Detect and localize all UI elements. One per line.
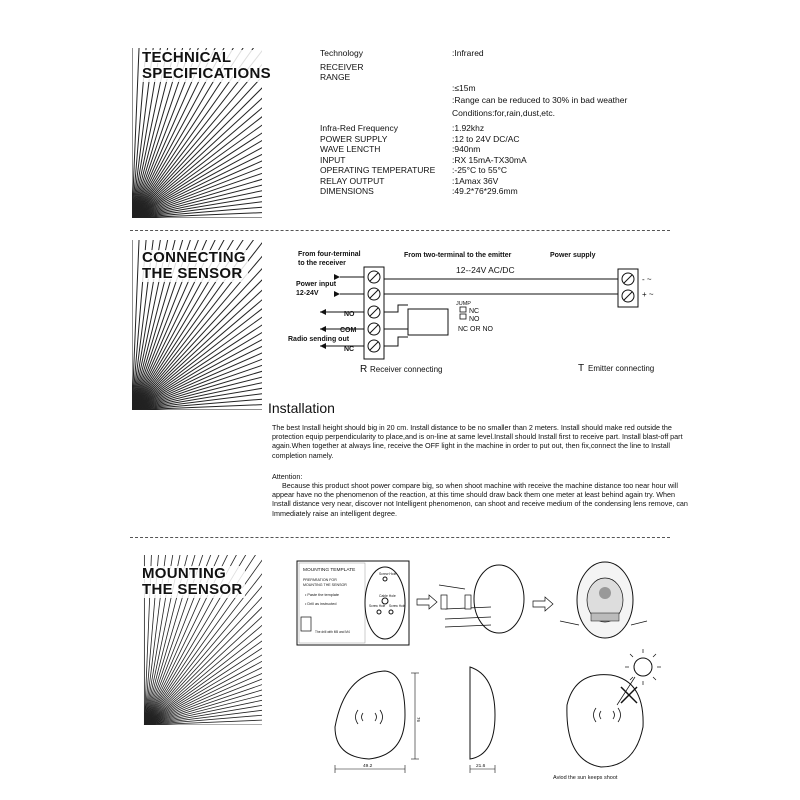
dim-depth: 21.6 <box>476 764 486 769</box>
installation-text: The best Install height should big in 20 cm. Install distance to be no smaller than 2 meters. Install should make red outside the protection equip perpendicularity to place,and is on-line at same level.Install should Install first to receive part. Install blast-off part again.When together at always line, receive the OFF light in the machine in order to put out, then fix,connect the line to Install completion namely. <box>272 423 683 460</box>
title-line-2: THE SENSOR <box>142 581 243 598</box>
template-bullet-2: • Drill as instructed <box>305 602 337 606</box>
spec-row: POWER SUPPLY :12 to 24V DC/AC <box>320 133 520 144</box>
title-line-2: THE SENSOR <box>140 266 248 282</box>
spec-row: WAVE LENCTH :940nm <box>320 144 481 154</box>
spec-row: RECEIVER <box>320 61 364 72</box>
label-power-input: Power input <box>296 281 337 288</box>
mounting-title <box>140 566 245 598</box>
label-voltage: 12--24V AC/DC <box>456 265 515 275</box>
label-nc-or-no: NC OR NO <box>458 326 493 333</box>
template-title: MOUNTING TEMPLATE <box>303 568 356 573</box>
label-radio: Radio sending out <box>288 336 350 343</box>
label-12-24v: 12-24V <box>296 290 319 297</box>
wiring-diagram <box>280 245 680 380</box>
title-line-1: CONNECTING <box>142 249 246 266</box>
label-tilde-minus: - ~ <box>642 275 652 284</box>
spec-row: Technology :Infrared <box>320 48 484 58</box>
title-line-2: SPECIFICATIONS <box>142 65 271 82</box>
connecting-title <box>140 250 248 282</box>
spec-table <box>320 48 627 197</box>
template-bullet-1: • Paste the template <box>305 593 340 597</box>
spec-row: RANGE <box>320 72 351 82</box>
avoid-sun-caption: Aviod the sun keeps shoot <box>553 775 618 781</box>
label-from-two: From two-terminal to the emitter <box>404 252 512 259</box>
label-power-supply: Power supply <box>550 252 596 259</box>
title-line-1: MOUNTING <box>140 566 245 582</box>
label-jump: JUMP <box>456 301 471 307</box>
spec-row: Conditions:for,rain,dust,etc. <box>452 107 556 118</box>
spec-row: DIMENSIONS :49.2*76*29.6mm <box>320 186 518 196</box>
label-jump-no: NO <box>469 316 480 323</box>
label-tilde-plus: + ~ <box>642 290 654 299</box>
label-cable-hole: Cable Hole <box>379 594 396 598</box>
spec-row: RELAY OUTPUT :1Amax 36V <box>320 175 499 186</box>
divider <box>130 537 670 538</box>
label-screw-hole-right: Screw Hole <box>389 604 406 608</box>
label-com: COM <box>340 327 357 334</box>
spec-row: Infra-Red Frequency :1.92khz <box>320 123 485 133</box>
label-t: T <box>578 363 585 374</box>
label-receiver-connecting: Receiver connecting <box>370 365 443 374</box>
divider <box>130 230 670 231</box>
label-screw-hole-left: Screw Hole <box>369 604 386 608</box>
attention-text: Because this product shoot power compare big, so when shoot machine with receive the machine distance too near hour will appear have no the phenomenon of the reaction, at this time should draw back them one meter at least behind again try. When Install distance very near, discover not Intelligent phenomenon, can shoot and receive medium of the condensing lens remove, can Immediately raise an intelligent degree. <box>272 481 688 518</box>
relay-box <box>408 309 448 335</box>
installation-heading: Installation <box>268 400 335 416</box>
spec-row: :≤15m <box>452 82 476 93</box>
label-from-four: From four-terminal <box>298 251 361 258</box>
dim-width: 49.2 <box>363 764 373 769</box>
label-screw-hole-top: Screw Hole <box>379 572 397 576</box>
template-prep-1: PREPARATION FOR <box>303 578 337 582</box>
attention-label: Attention: <box>272 472 303 481</box>
mounting-illustrations <box>295 555 675 790</box>
sunburst-ray <box>132 58 262 218</box>
title-line-1: TECHNICAL <box>140 50 273 66</box>
spec-row: OPERATING TEMPERATURE :-25°C to 55°C <box>320 165 507 175</box>
spec-row: INPUT :RX 15mA-TX30mA <box>320 154 527 165</box>
label-to-receiver: to the receiver <box>298 260 346 267</box>
label-r: R <box>360 364 368 375</box>
dim-height: 76 <box>416 717 421 723</box>
spec-row: :Range can be reduced to 30% in bad weather <box>452 95 628 105</box>
label-emitter-connecting: Emitter connecting <box>588 364 655 373</box>
template-drill: The drill with M5 and M4 <box>315 630 350 634</box>
label-jump-nc: NC <box>469 308 480 315</box>
template-prep-2: MOUNTING THE SENSOR <box>303 583 347 587</box>
tech-spec-title <box>140 50 273 82</box>
label-no: NO <box>344 311 355 318</box>
label-nc: NC <box>344 346 355 353</box>
